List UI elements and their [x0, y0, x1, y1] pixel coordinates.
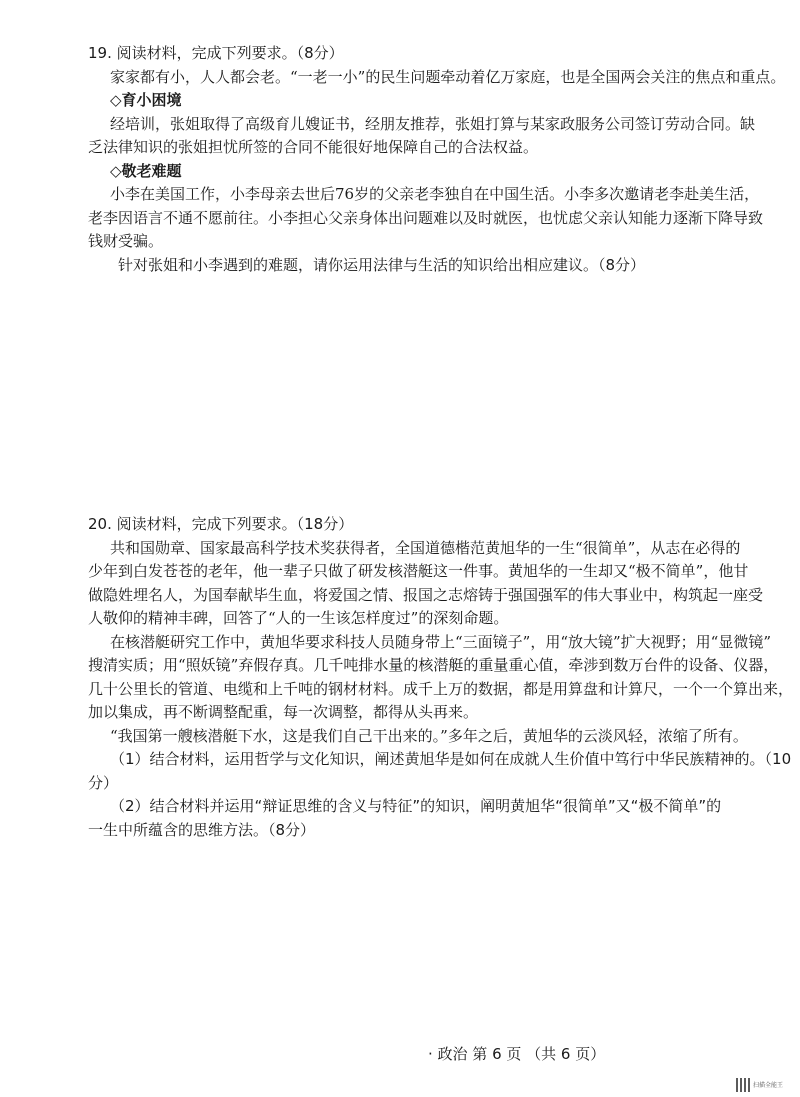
material-line: 搜清实质；用“照妖镜”弃假存真。几千吨排水量的核潜艇的重量重心值，牵涉到数万台件的设备、仪器，	[88, 656, 779, 674]
material-line: “我国第一艘核潜艇下水，这是我们自己干出来的。”多年之后，黄旭华的云淡风轻，浓缩了所有。	[110, 726, 748, 745]
question-19-intro: 家家都有小，人人都会老。“一老一小”的民生问题牵动着亿万家庭，也是全国两会关注的焦点和重点。	[110, 67, 786, 86]
material-line: 乏法律知识的张姐担忧所签的合同不能很好地保障自己的合法权益。	[88, 138, 539, 156]
material-line: 人敬仰的精神丰碑，回答了“人的一生该怎样度过”的深刻命题。	[88, 609, 509, 627]
question-20	[88, 513, 794, 842]
material-line: 几十公里长的管道、电缆和上千吨的钢材材料。成千上万的数据，都是用算盘和计算尺，一个一个算出来，	[88, 679, 794, 698]
question-19-sub2-title: ◇敬老难题	[110, 161, 182, 180]
question-20-title: 20. 阅读材料，完成下列要求。（18分）	[88, 515, 354, 533]
material-line: 小李在美国工作，小李母亲去世后76岁的父亲老李独自在中国生活。小李多次邀请老李赴美生活，	[110, 185, 760, 203]
material-line: 加以集成，再不断调整配重，每一次调整，都得从头再来。	[88, 703, 479, 721]
material-line: 在核潜艇研究工作中，黄旭华要求科技人员随身带上“三面镜子”，用“放大镜”扩大视野；用“显微镜”	[110, 632, 772, 651]
question-19-title: 19. 阅读材料，完成下列要求。（8分）	[88, 44, 344, 62]
question-19-sub1-title: ◇育小困境	[110, 91, 182, 109]
material-line: 经培训，张姐取得了高级育儿嫂证书，经朋友推荐，张姐打算与某家政服务公司签订劳动合同。缺	[110, 114, 756, 133]
material-line: 老李因语言不通不愿前往。小李担心父亲身体出问题难以及时就医，也忧虑父亲认知能力逐渐下降导致	[88, 208, 764, 227]
material-line: 共和国勋章、国家最高科学技术奖获得者，全国道德楷范黄旭华的一生“很简单”，从志在必得的	[110, 538, 741, 557]
material-line: 做隐姓埋名人，为国奉献毕生血，将爱国之情、报国之志熔铸于强国强军的伟大事业中，构筑起一座受	[88, 585, 764, 604]
question-19	[88, 42, 786, 277]
question-20-part-2-cont: 一生中所蕴含的思维方法。（8分）	[88, 820, 316, 839]
question-19-prompt: 针对张姐和小李遇到的难题，请你运用法律与生活的知识给出相应建议。（8分）	[118, 255, 646, 274]
qr-code-icon	[736, 1078, 750, 1092]
material-line: 钱财受骗。	[88, 232, 164, 250]
question-20-part-1: （1）结合材料，运用哲学与文化知识，阐述黄旭华是如何在成就人生价值中笃行中华民族精神的。（10	[110, 750, 792, 768]
question-20-part-1-cont: 分）	[88, 773, 119, 792]
scanner-watermark	[736, 1078, 783, 1092]
question-20-part-2: （2）结合材料并运用“辩证思维的含义与特征”的知识，阐明黄旭华“很简单”又“极不简单”的	[110, 797, 722, 815]
watermark-text: 扫描全能王	[753, 1081, 784, 1089]
material-line: 少年到白发苍苍的老年，他一辈子只做了研发核潜艇这一件事。黄旭华的一生却又“极不简单”，他甘	[88, 562, 749, 580]
page-footer: · 政治 第 6 页 （共 6 页）	[428, 1045, 606, 1063]
